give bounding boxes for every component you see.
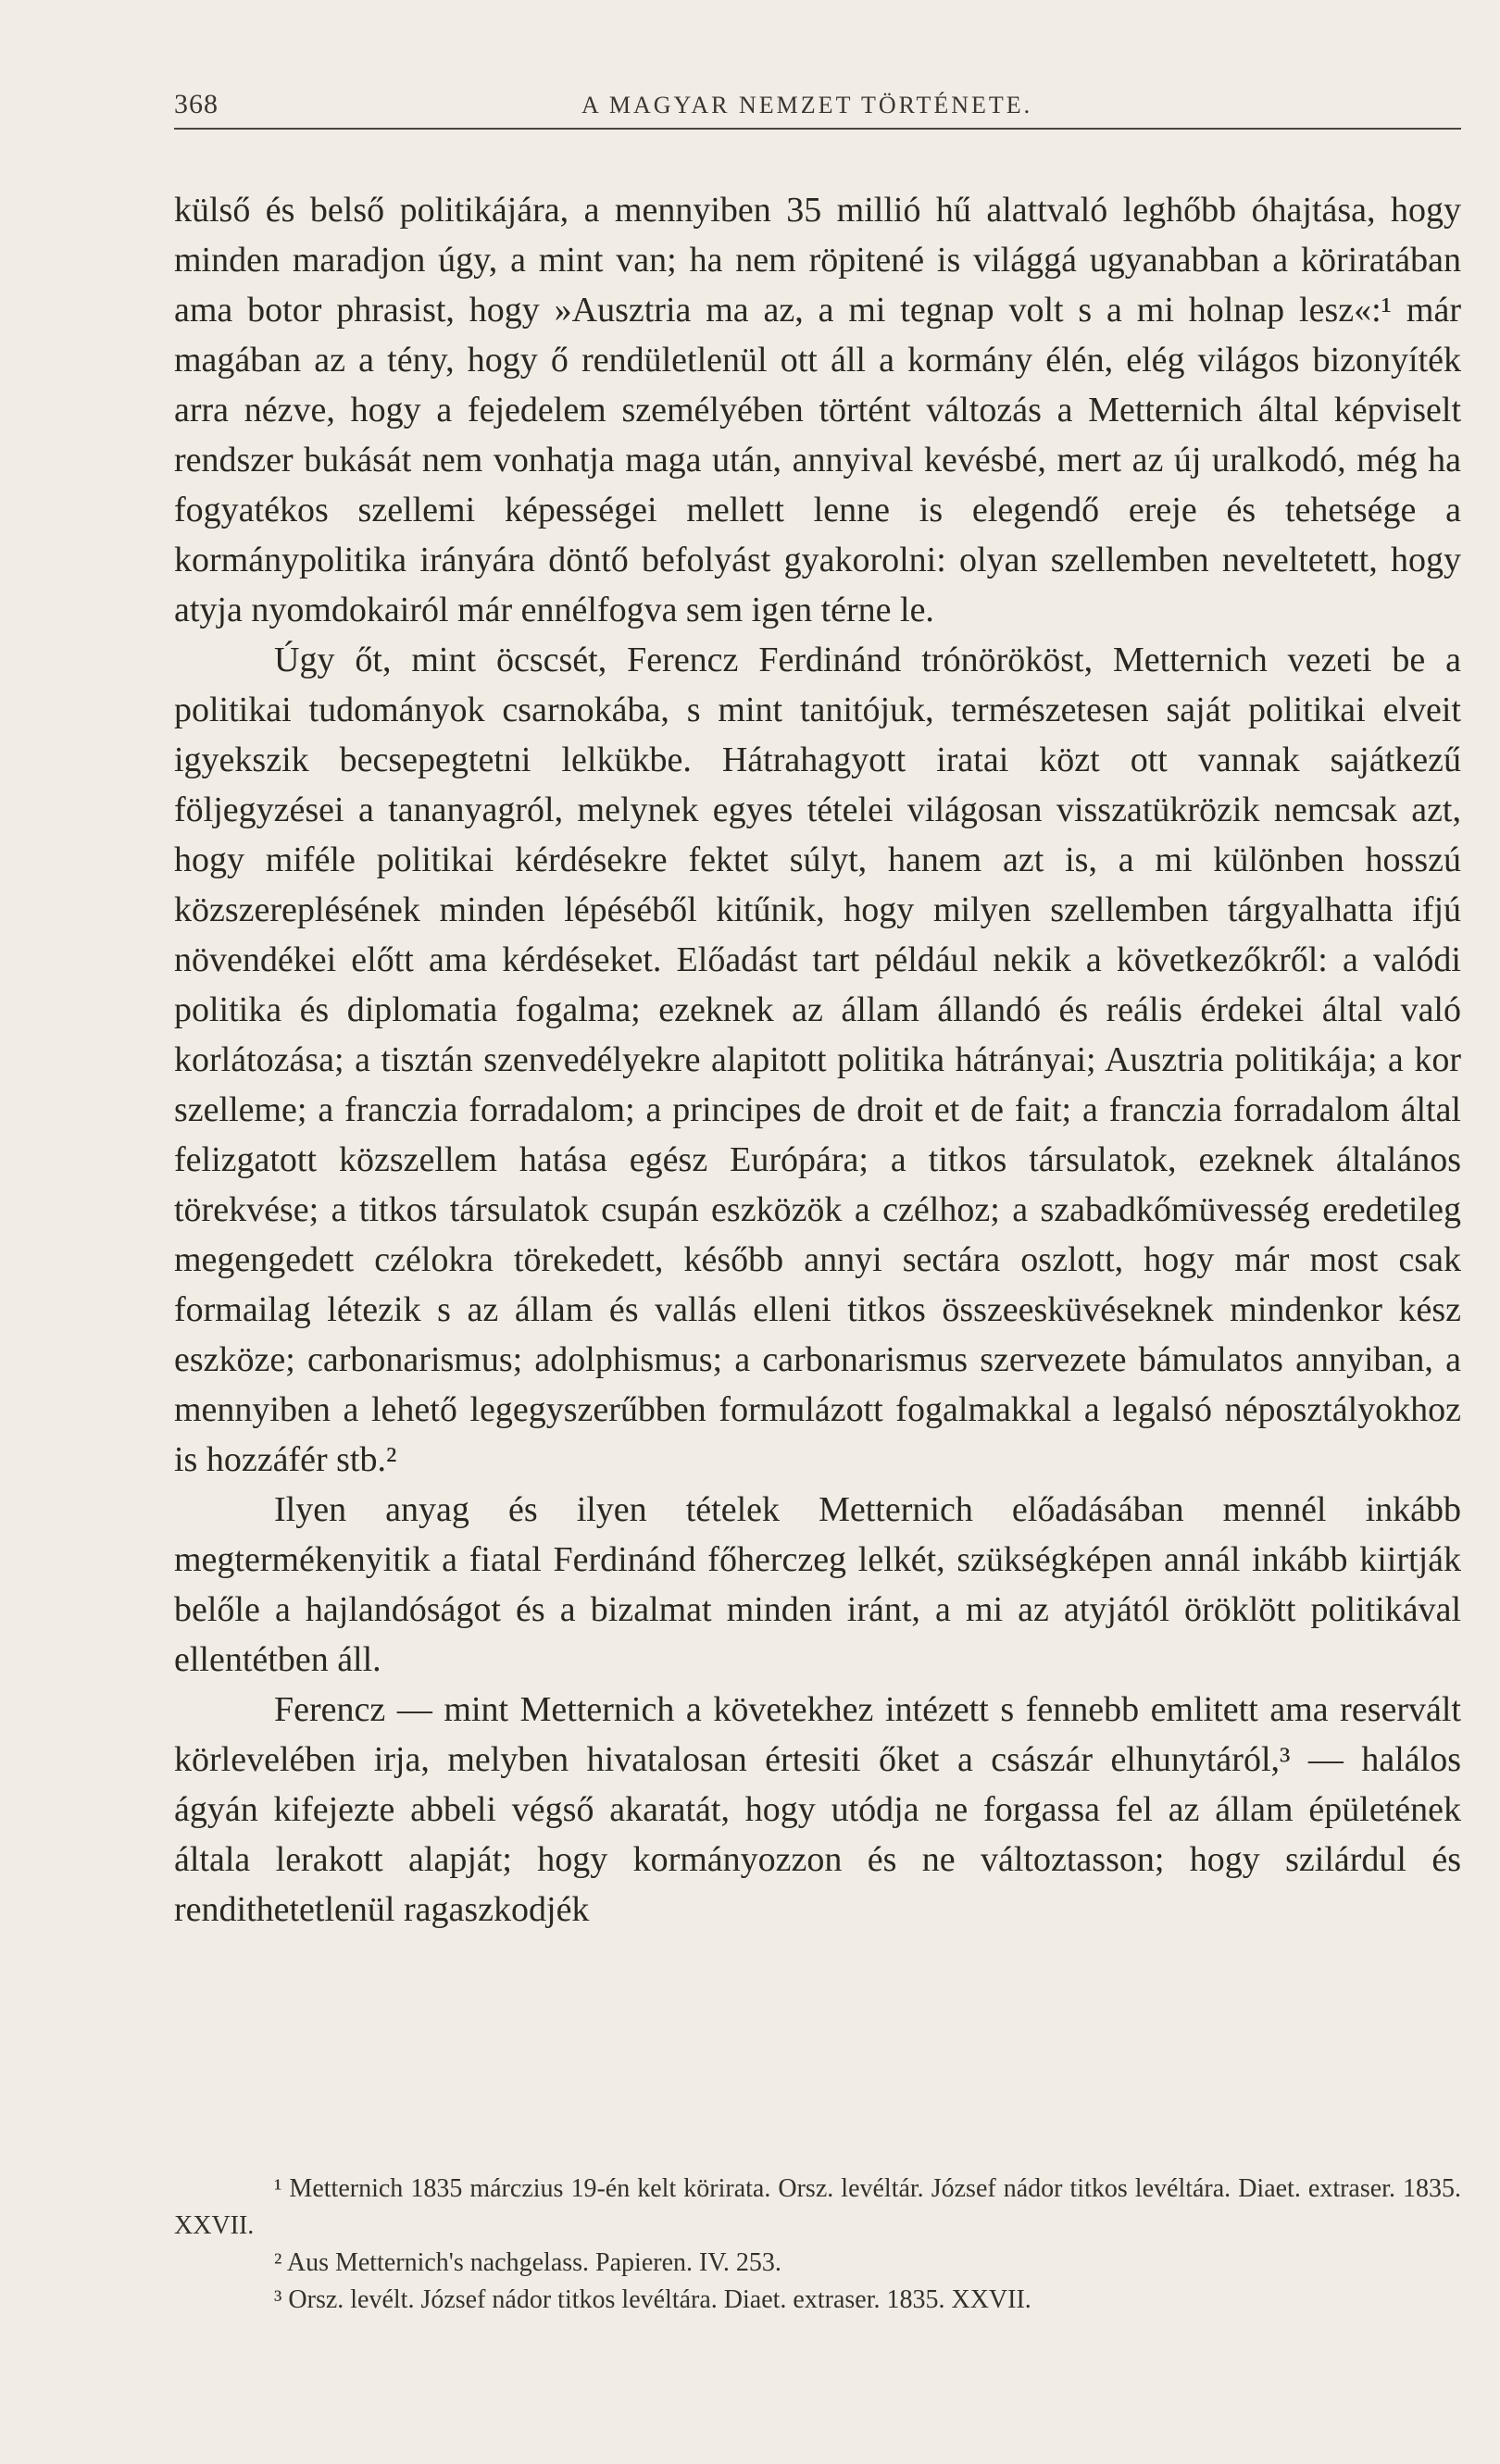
footnote-2: ² Aus Metternich's nachgelass. Papieren. IV. 253. [274, 2248, 781, 2277]
footnotes [174, 2171, 1461, 2319]
footnote-3: ³ Orsz. levélt. József nádor titkos levéltára. Diaet. extraser. 1835. XXVII. [274, 2285, 1031, 2314]
page-header [174, 89, 1461, 133]
header-rule [174, 128, 1461, 130]
paragraph-3: Ilyen anyag és ilyen tételek Metternich előadásában mennél inkább megtermékenyitik a fiatal Ferdinánd főherczeg lelkét, szükségképen annál inkább kiirtják belőle a hajlandóságot és a bizalmat minden iránt, a mi az atyjától öröklött politikával ellentétben áll. [174, 1490, 1461, 1679]
running-title: A MAGYAR NEMZET TÖRTÉNETE. [581, 92, 1033, 118]
body-text [174, 185, 1461, 1935]
paragraph-2: Úgy őt, mint öcscsét, Ferencz Ferdinánd trónörököst, Metternich vezeti be a politikai tudományok csarnokába, s mint tanitójuk, természetesen saját politikai elveit igyekszik becsepegtetni lelkükbe. Hátrahagyott iratai közt ott vannak sajátkezű följegyzései a tananyagról, melynek egyes tételei világosan visszatükrözik nemcsak azt, hogy miféle politikai kérdésekre fektet súlyt, hanem azt is, a mi különben hosszú közszereplésének minden lépéséből kitűnik, hogy milyen szellemben tárgyalhatta ifjú növendékei előtt ama kérdéseket. Előadást tart például nekik a következőkről: a valódi politika és diplomatia fogalma; ezeknek az állam állandó és reális érdekei által való korlátozása; a tisztán szenvedélyekre alapitott politika hátrányai; Ausztria politikája; a kor szelleme; a franczia forradalom; a principes de droit et de fait; a franczia forradalom által felizgatott közszellem hatása egész Európára; a titkos társulatok, ezeknek általános törekvése; a titkos társulatok csupán eszközök a czélhoz; a szabadkőmüvesség eredetileg megengedett czélokra törekedett, később annyi sectára oszlott, hogy már most csak formailag létezik s az állam és vallás elleni titkos összeesküvéseknek mindenkor kész eszköze; carbonarismus; adolphismus; a carbonarismus szervezete bámulatos annyiban, a mennyiben a lehető legegyszerűbben formulázott fogalmakkal a legalsó néposztályokhoz is hozzáfér stb.² [174, 641, 1461, 1479]
page-number: 368 [174, 89, 219, 119]
footnote-1: ¹ Metternich 1835 márczius 19-én kelt körirata. Orsz. levéltár. József nádor titkos levéltára. Diaet. extraser. 1835. XXVII. [174, 2174, 1461, 2240]
paragraph-1: külső és belső politikájára, a mennyiben 35 millió hű alattvaló leghőbb óhajtása, hogy minden maradjon úgy, a mint van; ha nem röpitené is világgá ugyanabban a köriratában ama botor phrasist, hogy »Ausztria ma az, a mi tegnap volt s a mi holnap lesz«:¹ már magában az a tény, hogy ő rendületlenül ott áll a kormány élén, elég világos bizonyíték arra nézve, hogy a fejedelem személyében történt változás a Metternich által képviselt rendszer bukását nem vonhatja maga után, annyival kevésbé, mert az új uralkodó, még ha fogyatékos szellemi képességei mellett lenne is elegendő ereje és tehetsége a kormánypolitika irányára döntő befolyást gyakorolni: olyan szellemben neveltetett, hogy atyja nyomdokairól már ennélfogva sem igen térne le. [174, 191, 1461, 629]
paragraph-4: Ferencz — mint Metternich a követekhez intézett s fennebb emlitett ama reservált körlevelében irja, melyben hivatalosan értesiti őket a császár elhunytáról,³ — halálos ágyán kifejezte abbeli végső akaratát, hogy utódja ne forgassa fel az állam épületének általa lerakott alapját; hogy kormányozzon és ne változtasson; hogy szilárdul és rendithetetlenül ragaszkodjék [174, 1690, 1461, 1929]
